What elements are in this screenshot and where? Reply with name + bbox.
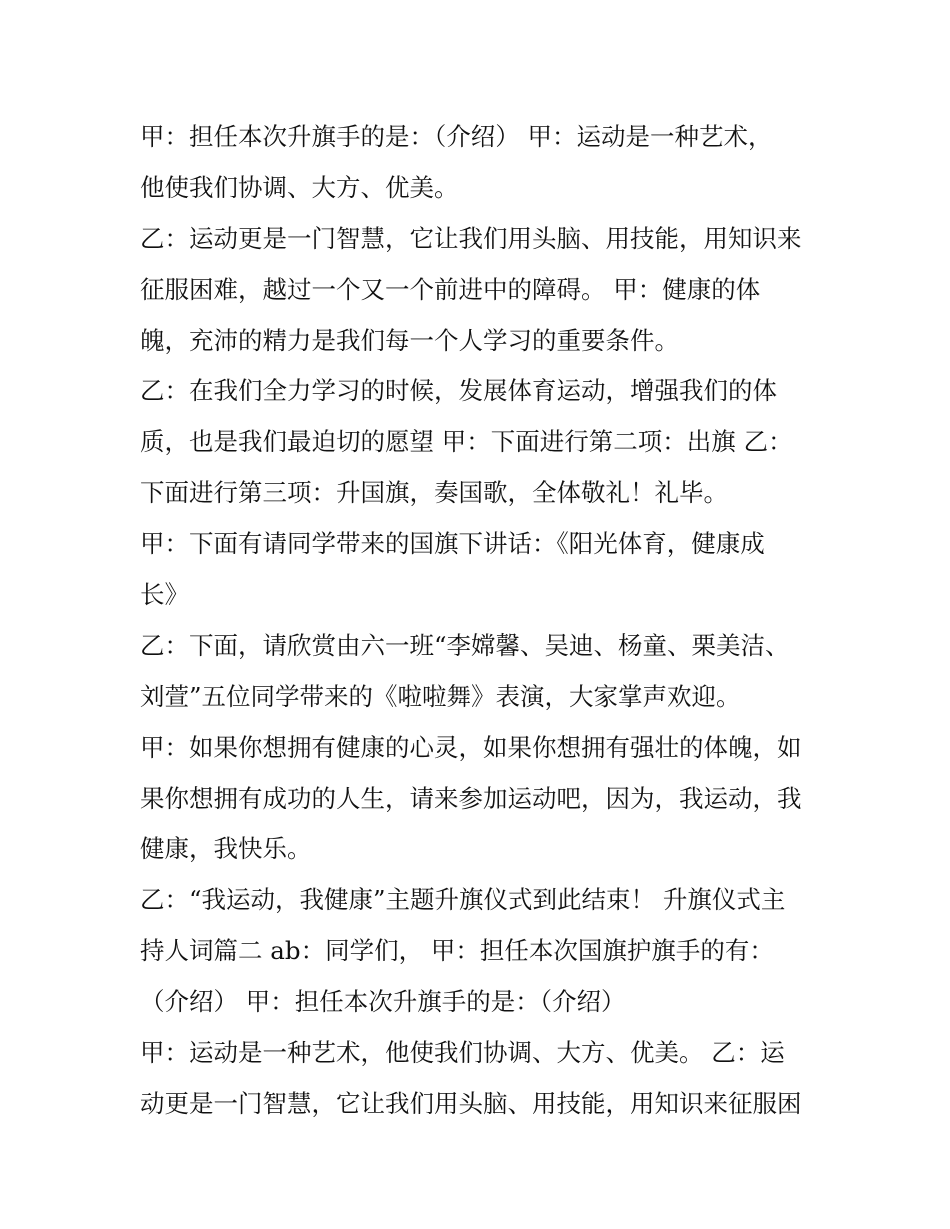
text-line: 甲：如果你想拥有健康的心灵，如果你想拥有强壮的体魄，如	[140, 732, 802, 762]
text-line: 乙：运动更是一门智慧，它让我们用头脑、用技能，用知识来	[140, 223, 802, 253]
text-line: 下面进行第三项：升国旗，奏国歌，全体敬礼！礼毕。	[140, 478, 728, 508]
text-line: 质，也是我们最迫切的愿望 甲：下面进行第二项：出旗 乙：	[140, 427, 793, 457]
text-line: 乙：下面，请欣赏由六一班“李嫦馨、吴迪、杨童、栗美洁、	[140, 630, 790, 660]
text-line: 乙：“我运动，我健康”主题升旗仪式到此结束！ 升旗仪式主	[140, 885, 786, 915]
text-line: 健康，我快乐。	[140, 834, 312, 864]
text-line: 乙：在我们全力学习的时候，发展体育运动，增强我们的体	[140, 376, 777, 406]
text-line: 果你想拥有成功的人生，请来参加运动吧，因为，我运动，我	[140, 783, 802, 813]
text-line: 甲：担任本次升旗手的是：（介绍） 甲：运动是一种艺术，	[140, 122, 773, 151]
text-line: 动更是一门智慧，它让我们用头脑、用技能，用知识来征服困	[140, 1088, 802, 1118]
text-line: 甲：运动是一种艺术，他使我们协调、大方、优美。 乙：运	[140, 1038, 785, 1068]
document-page	[140, 112, 840, 1130]
text-line: 长》	[140, 580, 189, 610]
text-line: 魄，充沛的精力是我们每一个人学习的重要条件。	[140, 325, 679, 355]
text-line: 甲：下面有请同学带来的国旗下讲话：《阳光体育，健康成	[140, 529, 765, 559]
text-line: （介绍） 甲：担任本次升旗手的是：（介绍）	[140, 987, 626, 1017]
text-line: 持人词篇二 ab：同学们， 甲：担任本次国旗护旗手的有：	[140, 936, 774, 966]
text-line: 征服困难，越过一个又一个前进中的障碍。 甲：健康的体	[140, 274, 761, 304]
text-line: 刘萱”五位同学带来的《啦啦舞》表演，大家掌声欢迎。	[140, 681, 741, 711]
text-line: 他使我们协调、大方、优美。	[140, 172, 459, 202]
